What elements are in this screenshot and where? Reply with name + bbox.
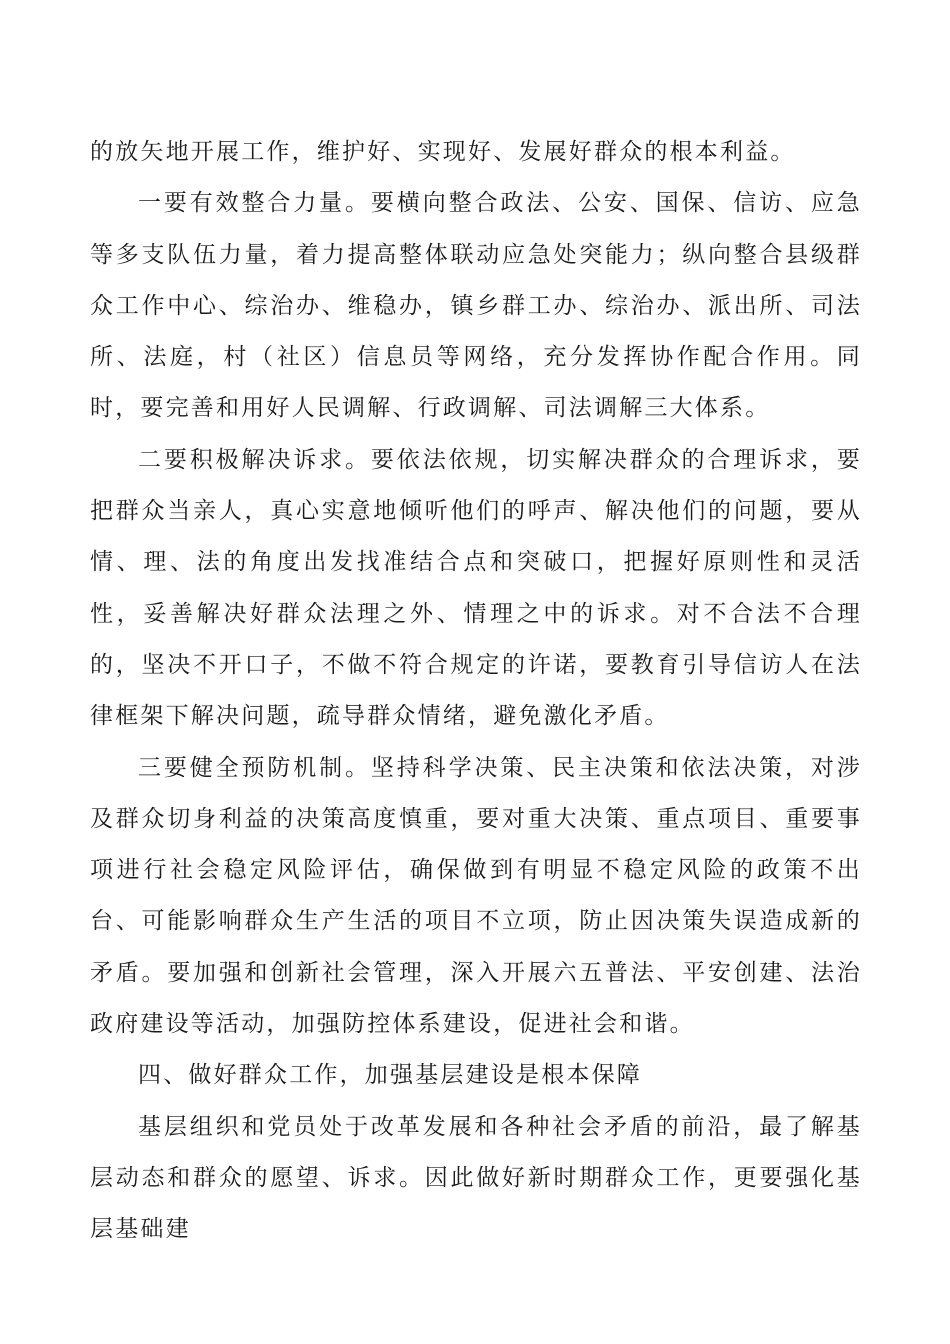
paragraph-grassroots: 基层组织和党员处于改革发展和各种社会矛盾的前沿，最了解基层动态和群众的愿望、诉求。因此做好新时期群众工作，更要强化基层基础建	[90, 1113, 862, 1243]
paragraph-continuation: 的放矢地开展工作，维护好、实现好、发展好群众的根本利益。	[90, 139, 796, 165]
paragraph-prevention-mechanism: 三要健全预防机制。坚持科学决策、民主决策和依法决策，对涉及群众切身利益的决策高度慎重，要对重大决策、重点项目、重要事项进行社会稳定风险评估，确保做到有明显不稳定风险的政策不出台、可能影响群众生产生活的项目不立项，防止因决策失误造成新的矛盾。要加强和创新社会管理，深入开展六五普法、平安创建、法治政府建设等活动，加强防控体系建设，促进社会和谐。	[90, 754, 862, 1038]
paragraph-resolve-demands: 二要积极解决诉求。要依法依规，切实解决群众的合理诉求，要把群众当亲人，真心实意地倾听他们的呼声、解决他们的问题，要从情、理、法的角度出发找准结合点和突破口，把握好原则性和灵活性，妥善解决好群众法理之外、情理之中的诉求。对不合法不合理的，坚决不开口子，不做不符合规定的许诺，要教育引导信访人在法律框架下解决问题，疏导群众情绪，避免激化矛盾。	[90, 446, 862, 730]
section-heading: 四、做好群众工作，加强基层建设是根本保障	[138, 1062, 642, 1089]
document-page	[90, 127, 862, 1256]
paragraph-integrate-forces: 一要有效整合力量。要横向整合政法、公安、国保、信访、应急等多支队伍力量，着力提高整体联动应急处突能力；纵向整合县级群众工作中心、综治办、维稳办，镇乡群工办、综治办、派出所、司法所、法庭，村（社区）信息员等网络，充分发挥协作配合作用。同时，要完善和用好人民调解、行政调解、司法调解三大体系。	[90, 190, 862, 422]
